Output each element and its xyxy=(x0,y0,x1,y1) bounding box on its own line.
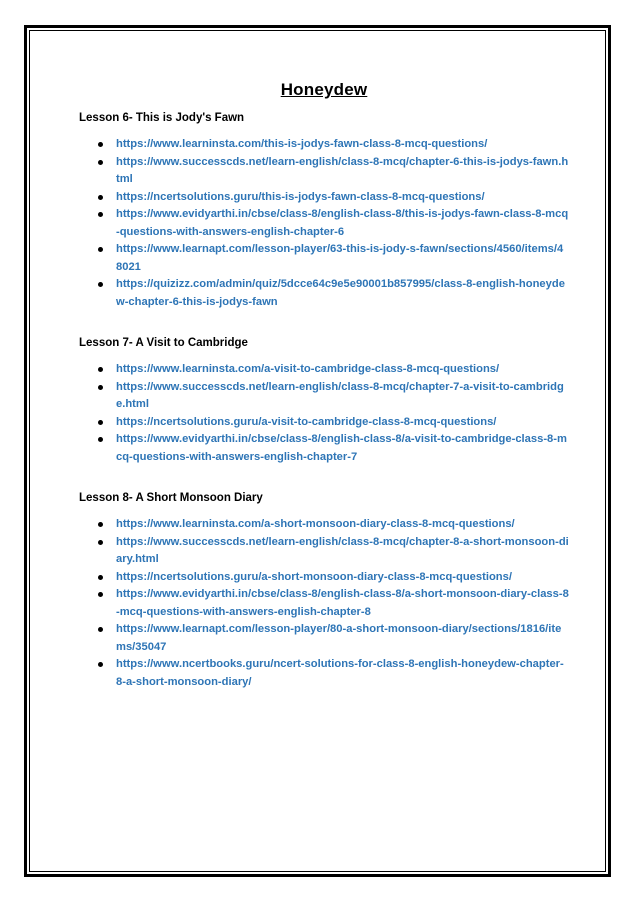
bullet-icon xyxy=(98,282,103,287)
bullet-icon xyxy=(98,385,103,390)
bullet-icon xyxy=(98,575,103,580)
resource-link[interactable]: https://www.evidyarthi.in/cbse/class-8/english-class-8/a-visit-to-cambridge-class-8-mcq-questions-with-answers-english-chapter-7 xyxy=(116,433,567,463)
resource-link[interactable]: https://www.learninsta.com/a-short-monsoon-diary-class-8-mcq-questions/ xyxy=(116,518,515,530)
list-item xyxy=(79,431,569,466)
lesson-section xyxy=(79,337,569,466)
document-title: Honeydew xyxy=(280,80,368,99)
list-item xyxy=(79,569,569,587)
bullet-icon xyxy=(98,160,103,165)
list-item xyxy=(79,361,569,379)
list-item xyxy=(79,534,569,569)
resource-link[interactable]: https://www.evidyarthi.in/cbse/class-8/english-class-8/a-short-monsoon-diary-class-8-mcq-questions-with-answers-english-chapter-8 xyxy=(116,588,569,618)
lesson-section xyxy=(79,492,569,691)
list-item xyxy=(79,206,569,241)
lesson-heading: Lesson 7- A Visit to Cambridge xyxy=(79,337,248,349)
list-item xyxy=(79,414,569,432)
list-item xyxy=(79,154,569,189)
list-item xyxy=(79,379,569,414)
resource-link[interactable]: https://www.ncertbooks.guru/ncert-solutions-for-class-8-english-honeydew-chapter-8-a-short-monsoon-diary/ xyxy=(116,658,564,688)
resource-link[interactable]: https://www.successcds.net/learn-english/class-8-mcq/chapter-6-this-is-jodys-fawn.html xyxy=(116,155,569,185)
resource-link[interactable]: https://www.learninsta.com/a-visit-to-cambridge-class-8-mcq-questions/ xyxy=(116,363,500,375)
bullet-icon xyxy=(98,142,103,147)
resource-link[interactable]: https://www.learnapt.com/lesson-player/63-this-is-jody-s-fawn/sections/4560/items/48021 xyxy=(116,243,564,273)
bullet-icon xyxy=(98,247,103,252)
bullet-icon xyxy=(98,540,103,545)
link-list xyxy=(79,136,569,311)
list-item xyxy=(79,241,569,276)
list-item xyxy=(79,586,569,621)
resource-link[interactable]: https://ncertsolutions.guru/a-visit-to-cambridge-class-8-mcq-questions/ xyxy=(116,415,497,428)
bullet-icon xyxy=(98,592,103,597)
lesson-heading: Lesson 8- A Short Monsoon Diary xyxy=(79,492,263,504)
resource-link[interactable]: https://www.evidyarthi.in/cbse/class-8/english-class-8/this-is-jodys-fawn-class-8-mcq-questions-with-answers-english-chapter-6 xyxy=(116,208,569,238)
bullet-icon xyxy=(98,195,103,200)
resource-link[interactable]: https://ncertsolutions.guru/this-is-jodys-fawn-class-8-mcq-questions/ xyxy=(116,190,485,203)
lesson-heading: Lesson 6- This is Jody's Fawn xyxy=(79,112,245,124)
resource-link[interactable]: https://www.successcds.net/learn-english/class-8-mcq/chapter-7-a-visit-to-cambridge.html xyxy=(116,380,564,410)
link-list xyxy=(79,361,569,466)
list-item xyxy=(79,621,569,656)
bullet-icon xyxy=(98,212,103,217)
bullet-icon xyxy=(98,367,103,372)
list-item xyxy=(79,656,569,691)
bullet-icon xyxy=(98,420,103,425)
resource-link[interactable]: https://quizizz.com/admin/quiz/5dcce64c9e5e90001b857995/class-8-english-honeydew-chapter-6-this-is-jodys-fawn xyxy=(116,278,565,308)
list-item xyxy=(79,516,569,534)
bullet-icon xyxy=(98,627,103,632)
list-item xyxy=(79,189,569,207)
bullet-icon xyxy=(98,522,103,527)
resource-link[interactable]: https://www.successcds.net/learn-english/class-8-mcq/chapter-8-a-short-monsoon-diary.html xyxy=(116,535,569,565)
bullet-icon xyxy=(98,437,103,442)
resource-link[interactable]: https://ncertsolutions.guru/a-short-monsoon-diary-class-8-mcq-questions/ xyxy=(116,570,512,583)
bullet-icon xyxy=(98,662,103,667)
lesson-section xyxy=(79,112,569,311)
link-list xyxy=(79,516,569,691)
list-item xyxy=(79,276,569,311)
resource-link[interactable]: https://www.learninsta.com/this-is-jodys-fawn-class-8-mcq-questions/ xyxy=(116,138,488,150)
document-content xyxy=(79,80,569,717)
resource-link[interactable]: https://www.learnapt.com/lesson-player/80-a-short-monsoon-diary/sections/1816/items/35047 xyxy=(116,623,562,653)
list-item xyxy=(79,136,569,154)
